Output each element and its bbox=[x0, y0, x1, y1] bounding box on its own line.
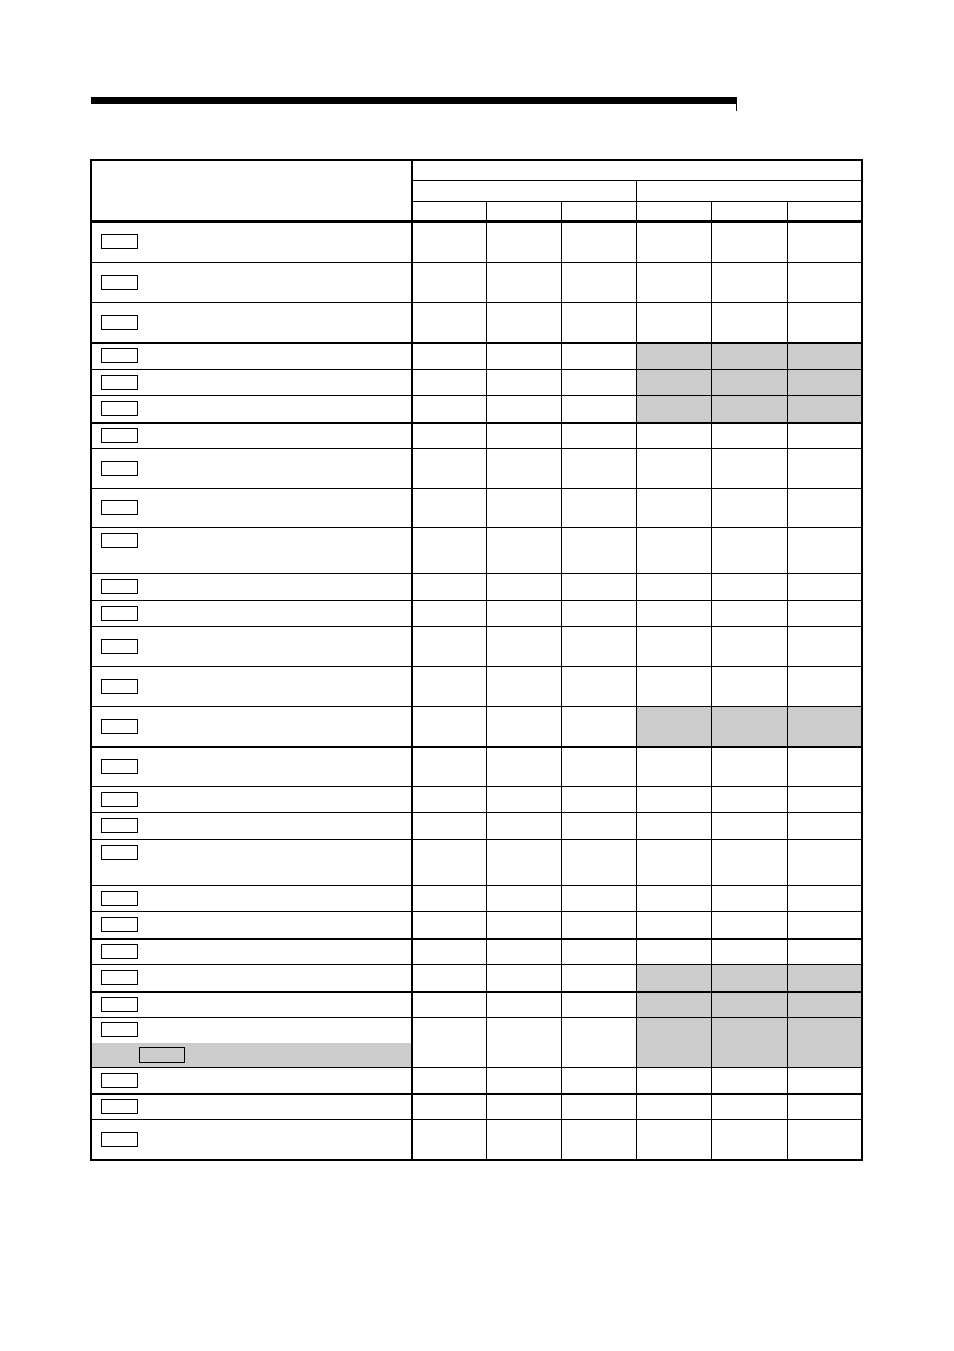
row-line bbox=[90, 600, 863, 601]
row-key-box bbox=[101, 1022, 138, 1037]
shaded-cell bbox=[787, 1017, 862, 1067]
row-key-box bbox=[101, 759, 138, 774]
row-line bbox=[90, 911, 863, 912]
shaded-cell bbox=[711, 1017, 787, 1067]
row-line bbox=[90, 1119, 863, 1120]
shaded-cell bbox=[787, 991, 862, 1017]
row-key-box bbox=[101, 1132, 138, 1147]
row-line bbox=[90, 448, 863, 449]
row-key-box bbox=[101, 944, 138, 959]
row-key-box bbox=[101, 461, 138, 476]
shaded-cell bbox=[636, 342, 711, 369]
header-line-1 bbox=[411, 180, 863, 181]
row-key-box bbox=[101, 1073, 138, 1088]
shaded-cell bbox=[787, 706, 862, 746]
row-line bbox=[90, 422, 863, 424]
row-key-box bbox=[101, 606, 138, 621]
shaded-cell bbox=[636, 706, 711, 746]
row-line bbox=[90, 964, 863, 965]
row-line bbox=[90, 488, 863, 489]
row-line bbox=[90, 369, 863, 370]
row-key-box bbox=[101, 375, 138, 390]
row-line bbox=[90, 1093, 863, 1095]
row-line bbox=[90, 527, 863, 528]
table-border-right bbox=[861, 159, 863, 1161]
shaded-cell bbox=[711, 342, 787, 369]
row-key-box bbox=[101, 500, 138, 515]
shaded-cell bbox=[787, 342, 862, 369]
row-key-box bbox=[101, 348, 138, 363]
shaded-cell bbox=[711, 964, 787, 991]
label-column-divider bbox=[411, 159, 413, 1161]
row-line bbox=[90, 746, 863, 748]
row-line bbox=[90, 666, 863, 667]
row-key-box bbox=[101, 679, 138, 694]
table-border-left bbox=[90, 159, 92, 1161]
row-key-box bbox=[101, 401, 138, 416]
row-key-box bbox=[101, 719, 138, 734]
row-line bbox=[90, 1067, 863, 1068]
shaded-cell bbox=[636, 369, 711, 395]
row-key-box bbox=[101, 533, 138, 548]
group-divider bbox=[636, 180, 637, 1161]
shaded-cell bbox=[711, 991, 787, 1017]
row-line bbox=[90, 706, 863, 707]
row-key-box bbox=[101, 428, 138, 443]
table-border-bottom bbox=[90, 1159, 863, 1161]
table-border-top bbox=[90, 159, 863, 161]
row-line bbox=[90, 991, 863, 993]
row-key-box bbox=[101, 845, 138, 860]
sub-key-box bbox=[139, 1047, 185, 1063]
row-line bbox=[90, 812, 863, 813]
row-line bbox=[90, 626, 863, 627]
row-line bbox=[90, 395, 863, 396]
top-rule bbox=[91, 97, 737, 104]
row-key-box bbox=[101, 639, 138, 654]
row-key-box bbox=[101, 818, 138, 833]
row-line bbox=[90, 786, 863, 787]
shaded-cell bbox=[711, 706, 787, 746]
row-key-box bbox=[101, 275, 138, 290]
spec-table bbox=[90, 159, 863, 1161]
row-line bbox=[90, 938, 863, 940]
row-key-box bbox=[101, 970, 138, 985]
shaded-cell bbox=[711, 369, 787, 395]
header-separator bbox=[90, 220, 863, 223]
shaded-cell bbox=[636, 964, 711, 991]
shaded-cell bbox=[787, 395, 862, 422]
row-line bbox=[90, 573, 863, 574]
shaded-cell bbox=[636, 395, 711, 422]
row-key-box bbox=[101, 579, 138, 594]
row-line bbox=[90, 262, 863, 263]
row-line bbox=[90, 885, 863, 886]
shaded-cell bbox=[636, 991, 711, 1017]
row-key-box bbox=[101, 917, 138, 932]
row-key-box bbox=[101, 234, 138, 249]
shaded-cell bbox=[636, 1017, 711, 1067]
shaded-cell bbox=[711, 395, 787, 422]
row-key-box bbox=[101, 891, 138, 906]
header-line-2 bbox=[411, 201, 863, 202]
shaded-cell bbox=[787, 964, 862, 991]
row-key-box bbox=[101, 1099, 138, 1114]
row-key-box bbox=[101, 997, 138, 1012]
row-key-box bbox=[101, 315, 138, 330]
row-line bbox=[90, 1017, 863, 1018]
row-key-box bbox=[101, 792, 138, 807]
row-line bbox=[90, 839, 863, 840]
shaded-cell bbox=[787, 369, 862, 395]
top-rule-tick bbox=[736, 97, 737, 111]
row-line bbox=[90, 342, 863, 344]
row-line bbox=[90, 302, 863, 303]
